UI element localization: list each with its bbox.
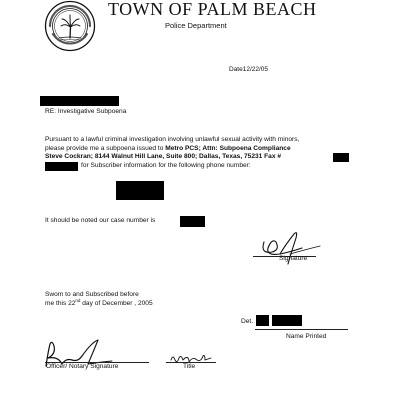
signature-label: Signature bbox=[279, 255, 308, 262]
recipient-address: Steve Cockran; 8144 Walnut Hill Lane, Suite 800; Dallas, Texas, 75231 Fax # bbox=[45, 153, 282, 161]
date-label: Date bbox=[229, 66, 243, 73]
paragraph-line-2-text: please provide me a subpoena issued to bbox=[45, 144, 166, 152]
redacted-detective-name-1 bbox=[256, 315, 269, 326]
redacted-detective-name-2 bbox=[272, 315, 302, 326]
handwritten-signature-icon bbox=[250, 224, 330, 274]
title-label: Title bbox=[183, 363, 196, 370]
name-printed-label: Name Printed bbox=[286, 333, 327, 340]
redacted-phone-number bbox=[116, 181, 164, 200]
redacted-addressee bbox=[40, 96, 119, 106]
paragraph-line-1: Pursuant to a lawful criminal investigation involving unlawful sexual activity with minors, bbox=[45, 136, 300, 143]
date-value: 12/22/05 bbox=[242, 66, 269, 73]
case-number-text: It should be noted our case number is bbox=[45, 217, 156, 224]
sworn-line-2 bbox=[45, 297, 153, 309]
paragraph-line-2 bbox=[45, 145, 291, 154]
redacted-case-number bbox=[180, 216, 205, 227]
det-label: Det. bbox=[241, 318, 254, 325]
sworn-line-1: Swom to and Subscribed before bbox=[45, 291, 139, 298]
officer-notary-signature-label: Officer/ Notary Signature bbox=[46, 363, 119, 370]
redacted-fax-number bbox=[333, 153, 349, 162]
palm-tree-seal-icon bbox=[44, 0, 96, 52]
sworn-date-suffix-sup: nd bbox=[75, 297, 81, 303]
sworn-date-suffix: day of December , 2005 bbox=[80, 299, 153, 307]
department-name: Police Department bbox=[165, 21, 227, 30]
letter-date bbox=[229, 66, 268, 73]
sworn-date-prefix: me this 22 bbox=[45, 299, 76, 307]
subject-line: RE: Investigative Subpoena bbox=[45, 108, 127, 115]
redacted-fax-number-continued bbox=[45, 162, 78, 171]
name-printed-line bbox=[255, 329, 348, 330]
paragraph-line-4: for Subscriber information for the following phone number: bbox=[81, 162, 251, 169]
town-seal bbox=[44, 0, 96, 52]
town-name: TOWN OF PALM BEACH bbox=[108, 0, 317, 19]
recipient-company: Metro PCS; Attn: Subpoena Compliance bbox=[165, 144, 291, 152]
